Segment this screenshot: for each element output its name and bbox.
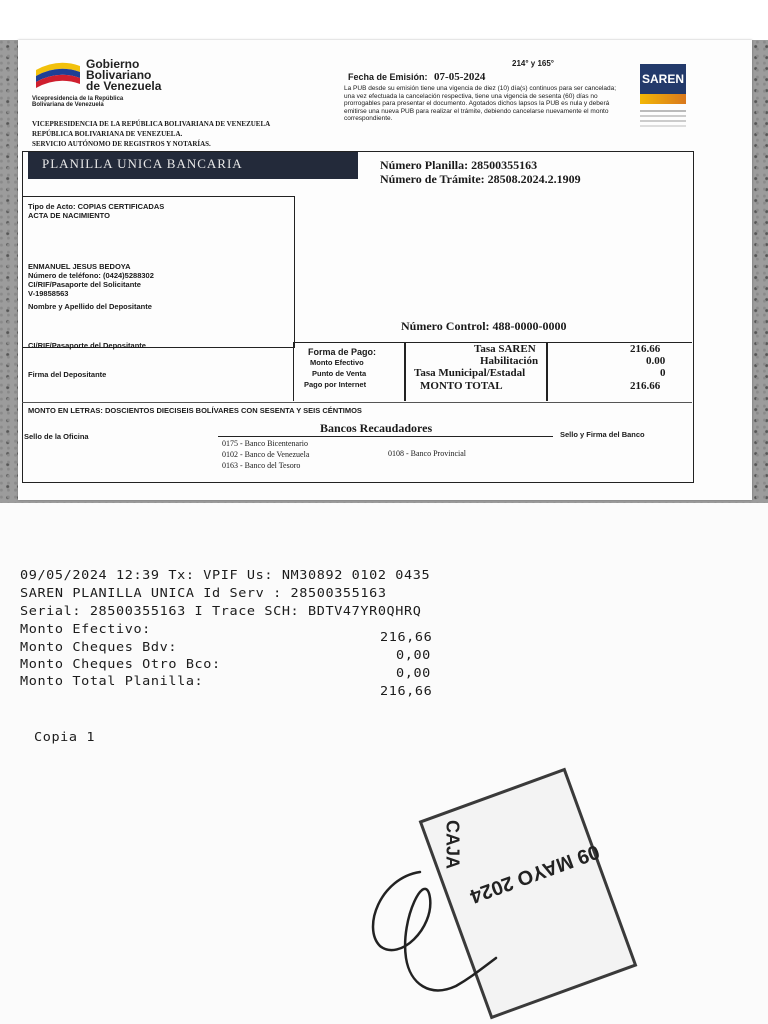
pago-punto-venta: Punto de Venta	[312, 369, 367, 378]
receipt-amount: 216,66	[380, 630, 433, 645]
gob-line: de Venezuela	[86, 79, 162, 93]
bancos-list	[222, 438, 309, 471]
vice-line: Vicepresidencia de la República	[32, 96, 124, 102]
solicitante-ci-value: V-19858563	[28, 289, 69, 298]
depositante-nombre-label: Nombre y Apellido del Depositante	[28, 302, 152, 311]
top-blank-strip	[0, 0, 768, 40]
fecha-value: 07-05-2024	[434, 71, 486, 83]
inst-line: REPÚBLICA BOLIVARIANA DE VENEZUELA.	[32, 130, 183, 138]
tasa-saren-value: 216.66	[630, 343, 661, 355]
receipt-line: Monto Cheques Otro Bco:	[20, 657, 221, 672]
receipt-amount: 0,00	[396, 666, 431, 681]
fecha-emision	[348, 71, 485, 83]
banco-item: 0102 - Banco de Venezuela	[222, 450, 310, 459]
receipt-line: SAREN PLANILLA UNICA Id Serv : 28500355163	[20, 586, 387, 601]
banco-item: 0175 - Banco Bicentenario	[222, 439, 308, 448]
institution-lines	[32, 119, 270, 149]
numero-control: Número Control: 488-0000-0000	[401, 319, 567, 333]
sello-banco-label: Sello y Firma del Banco	[560, 430, 645, 439]
numero-tramite: Número de Trámite: 28508.2024.2.1909	[380, 172, 581, 186]
vigencia-notice: La PUB desde su emisión tiene una vigencia de diez (10) día(s) continuos para ser cancelada; una vez efectuada la cancelación respectiva, tiene una vigencia de sesenta (60) días no prorrogables para presentar el documento. Agotados dichos lapsos la PUB es nula y deberá emitirse una nueva PUB para realizar el trámite, debiendo cancelarse nuevamente el monto correspondiente.	[344, 85, 617, 122]
solicitante-telefono: Número de teléfono: (0424)5288302	[28, 271, 154, 280]
divider	[22, 402, 692, 403]
monto-total-label: MONTO TOTAL	[420, 380, 503, 392]
habilitacion-label: Habilitación	[480, 355, 539, 367]
inst-line: SERVICIO AUTÓNOMO DE REGISTROS Y NOTARÍAS.	[32, 140, 211, 148]
sello-oficina-label: Sello de la Oficina	[24, 432, 89, 441]
venezuela-flag-icon	[34, 58, 82, 88]
pago-monto-efectivo: Monto Efectivo	[310, 358, 364, 367]
gobierno-logo-text	[86, 59, 161, 92]
acta: ACTA DE NACIMIENTO	[28, 211, 110, 220]
stamp-date: 09 MAYO 2024	[466, 839, 603, 908]
solicitante-nombre: ENMANUEL JESUS BEDOYA	[28, 262, 131, 271]
numero-block	[380, 158, 581, 186]
receipt-line: Monto Cheques Bdv:	[20, 640, 178, 655]
receipt-amount: 216,66	[380, 684, 433, 699]
receipt-line: Serial: 28500355163 I Trace SCH: BDTV47YR0QHRQ	[20, 604, 422, 619]
solicitante-block	[28, 262, 154, 311]
depositante-firma-label: Firma del Depositante	[28, 370, 107, 379]
vice-line: Bolivariana de Venezuela	[32, 102, 104, 108]
gob-line: Bolivariano	[86, 68, 152, 82]
tasa-municipal-value: 0	[660, 367, 666, 379]
header-measure: 214° y 165°	[512, 59, 554, 68]
saren-logo	[640, 64, 686, 146]
payment-table	[293, 342, 692, 401]
stamp-word: CAJA	[442, 819, 463, 869]
banco-item: 0163 - Banco del Tesoro	[222, 461, 301, 470]
bancos-underline	[218, 436, 553, 437]
tipo-acto-block	[28, 202, 164, 220]
receipt-line: Monto Efectivo:	[20, 622, 151, 637]
solicitante-ci-label: CI/RIF/Pasaporte del Solicitante	[28, 280, 141, 289]
forma-pago-label: Forma de Pago:	[308, 347, 377, 357]
fecha-label: Fecha de Emisión:	[348, 72, 428, 82]
saren-logo-text: SAREN	[640, 64, 686, 94]
depositante-ci-label: CI/RIF/Pasaporte del Depositante	[28, 341, 146, 350]
receipt-line: Monto Total Planilla:	[20, 674, 204, 689]
gob-line: Gobierno	[86, 57, 140, 71]
receipt-line: 09/05/2024 12:39 Tx: VPIF Us: NM30892 0102 0435	[20, 568, 431, 583]
tasa-saren-label: Tasa SAREN	[474, 343, 536, 355]
numero-planilla: Número Planilla: 28500355163	[380, 158, 538, 172]
pago-internet: Pago por Internet	[304, 380, 367, 389]
form-title: PLANILLA UNICA BANCARIA	[28, 152, 358, 179]
inst-line: VICEPRESIDENCIA DE LA REPÚBLICA BOLIVARIANA DE VENEZUELA	[32, 120, 271, 128]
monto-total-value: 216.66	[630, 380, 661, 392]
bancos-title: Bancos Recaudadores	[320, 421, 433, 435]
banco-item: 0108 - Banco Provincial	[388, 449, 466, 458]
signature-icon	[360, 858, 500, 1008]
receipt-copia: Copia 1	[34, 730, 96, 745]
tasa-municipal-label: Tasa Municipal/Estadal	[414, 367, 526, 379]
tipo-acto: Tipo de Acto: COPIAS CERTIFICADAS	[28, 202, 165, 211]
monto-en-letras: MONTO EN LETRAS: DOSCIENTOS DIECISEIS BOLÍVARES CON SESENTA Y SEIS CÉNTIMOS	[28, 406, 362, 415]
vicepresidencia-caption	[32, 96, 123, 108]
planilla-document	[18, 40, 752, 500]
habilitacion-value: 0.00	[646, 355, 666, 367]
receipt-amount: 0,00	[396, 648, 431, 663]
